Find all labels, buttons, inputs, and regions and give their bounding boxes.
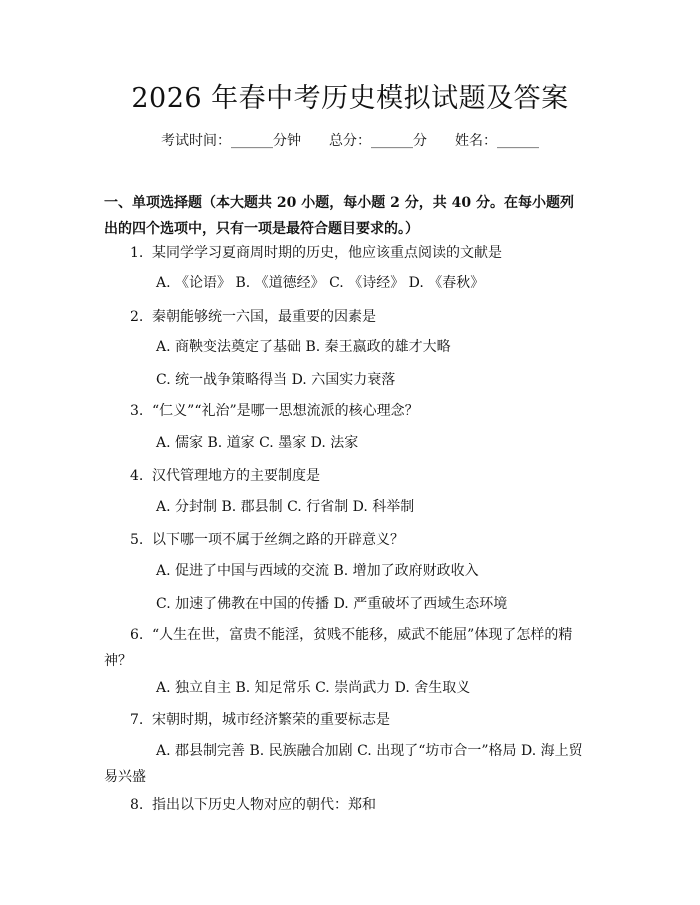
question-text: “仁义”“礼治”是哪一思想流派的核心理念？ (152, 403, 419, 419)
question-number: 2. (130, 309, 144, 325)
question-2-options-line-1: A. 商鞅变法奠定了基础 B. 秦王嬴政的雄才大略 (156, 339, 451, 355)
exam-meta (0, 131, 700, 151)
question-5-options-line-2: C. 加速了佛教在中国的传播 D. 严重破坏了西域生态环境 (156, 596, 508, 612)
question-text: 指出以下历史人物对应的朝代：郑和 (152, 797, 376, 813)
student-name-field: 姓名：______ (455, 133, 539, 149)
question-4-options: A. 分封制 B. 郡县制 C. 行省制 D. 科举制 (156, 499, 415, 515)
total-score-field: 总分：______分 (329, 133, 427, 149)
question-1-options: A. 《论语》 B. 《道德经》 C. 《诗经》 D. 《春秋》 (156, 275, 485, 291)
question-4 (104, 463, 584, 489)
question-7-options: A. 郡县制完善 B. 民族融合加剧 C. 出现了“坊市合一”格局 D. 海上贸易兴盛 (104, 743, 583, 785)
question-number: 3. (130, 403, 144, 419)
page-title: 2026 年春中考历史模拟试题及答案 (131, 83, 569, 114)
question-6-options: A. 独立自主 B. 知足常乐 C. 崇尚武力 D. 舍生取义 (156, 680, 471, 696)
question-6 (104, 622, 584, 674)
question-number: 8. (130, 797, 144, 813)
question-text: 以下哪一项不属于丝绸之路的开辟意义？ (152, 532, 404, 548)
question-number: 5. (130, 532, 144, 548)
question-3 (104, 398, 584, 424)
question-text: 某同学学习夏商周时期的历史，他应该重点阅读的文献是 (152, 245, 502, 261)
exam-time-field: 考试时间：______分钟 (161, 133, 301, 149)
question-text: 宋朝时期，城市经济繁荣的重要标志是 (152, 712, 390, 728)
question-5 (104, 527, 584, 553)
question-7 (104, 707, 584, 733)
question-2 (104, 304, 584, 330)
question-number: 4. (130, 468, 144, 484)
question-number: 7. (130, 712, 144, 728)
question-2-options-line-2: C. 统一战争策略得当 D. 六国实力衰落 (156, 372, 396, 388)
question-text: “人生在世，富贵不能淫，贫贱不能移，威武不能屈”体现了怎样的精神？ (104, 627, 573, 669)
question-8 (104, 792, 584, 818)
question-text: 汉代管理地方的主要制度是 (152, 468, 320, 484)
section-heading: 一、单项选择题（本大题共 20 小题，每小题 2 分，共 40 分。在每小题列出的四个选项中，只有一项是最符合题目要求的。） (104, 195, 574, 237)
question-number: 1. (130, 245, 144, 261)
question-text: 秦朝能够统一六国，最重要的因素是 (152, 309, 376, 325)
question-number: 6. (130, 627, 144, 643)
question-5-options-line-1: A. 促进了中国与西域的交流 B. 增加了政府财政收入 (156, 563, 479, 579)
question-3-options: A. 儒家 B. 道家 C. 墨家 D. 法家 (156, 435, 359, 451)
question-1 (104, 240, 584, 266)
